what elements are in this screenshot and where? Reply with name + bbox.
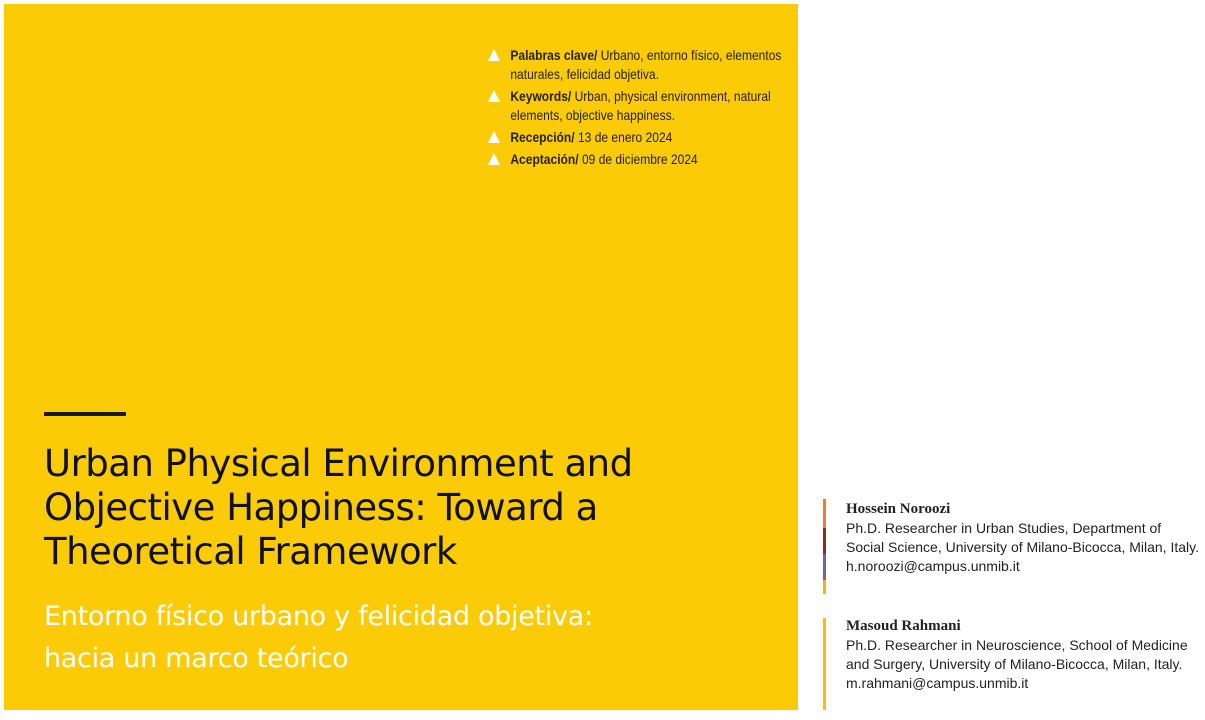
author-email[interactable]: m.rahmani@campus.unmib.it [846,675,1029,691]
author-block-rahmani [846,617,1201,693]
author-affiliation: Ph.D. Researcher in Urban Studies, Department of Social Science, University of Milano-Bicocca, Milan, Italy. [846,520,1199,555]
yellow-panel [4,4,798,710]
keyword-label: Recepción/ [510,129,575,145]
keyword-text: 09 de diciembre 2024 [581,151,698,167]
author-accent-bar [823,499,826,528]
author-accent-bar [823,528,826,554]
keyword-item-aceptacion [488,150,811,169]
title-rule [44,412,126,416]
author-accent-bar [823,580,826,594]
keyword-label: Keywords/ [510,88,572,104]
triangle-icon [488,90,500,102]
author-email[interactable]: h.noroozi@campus.unmib.it [846,558,1020,574]
triangle-icon [488,49,500,61]
triangle-icon [488,153,500,165]
author-block-noroozi [846,500,1201,576]
author-name: Masoud Rahmani [846,618,961,634]
author-accent-bar [823,618,826,710]
triangle-icon [488,131,500,143]
keyword-text: Urbano, entorno físico, elementos naturales, felicidad objetiva. [510,47,782,82]
author-accent-bar [823,554,826,580]
keyword-item-recepcion [488,128,811,147]
keyword-text: Urban, physical environment, natural elements, objective happiness. [510,88,771,123]
keyword-item-keywords [488,87,811,125]
paper-title: Urban Physical Environment and Objective Happiness: Toward a Theoretical Framework [44,442,633,573]
keyword-item-palabras-clave [488,46,811,84]
paper-subtitle: Entorno físico urbano y felicidad objetiva: hacia un marco teórico [44,601,593,674]
keyword-label: Palabras clave/ [510,47,598,63]
keyword-list [488,46,788,172]
keyword-text: 13 de enero 2024 [577,129,673,145]
author-name: Hossein Noroozi [846,501,951,517]
author-affiliation: Ph.D. Researcher in Neuroscience, School of Medicine and Surgery, University of Milano-Bicocca, Milan, Italy. [846,637,1188,672]
keyword-label: Aceptación/ [510,151,579,167]
